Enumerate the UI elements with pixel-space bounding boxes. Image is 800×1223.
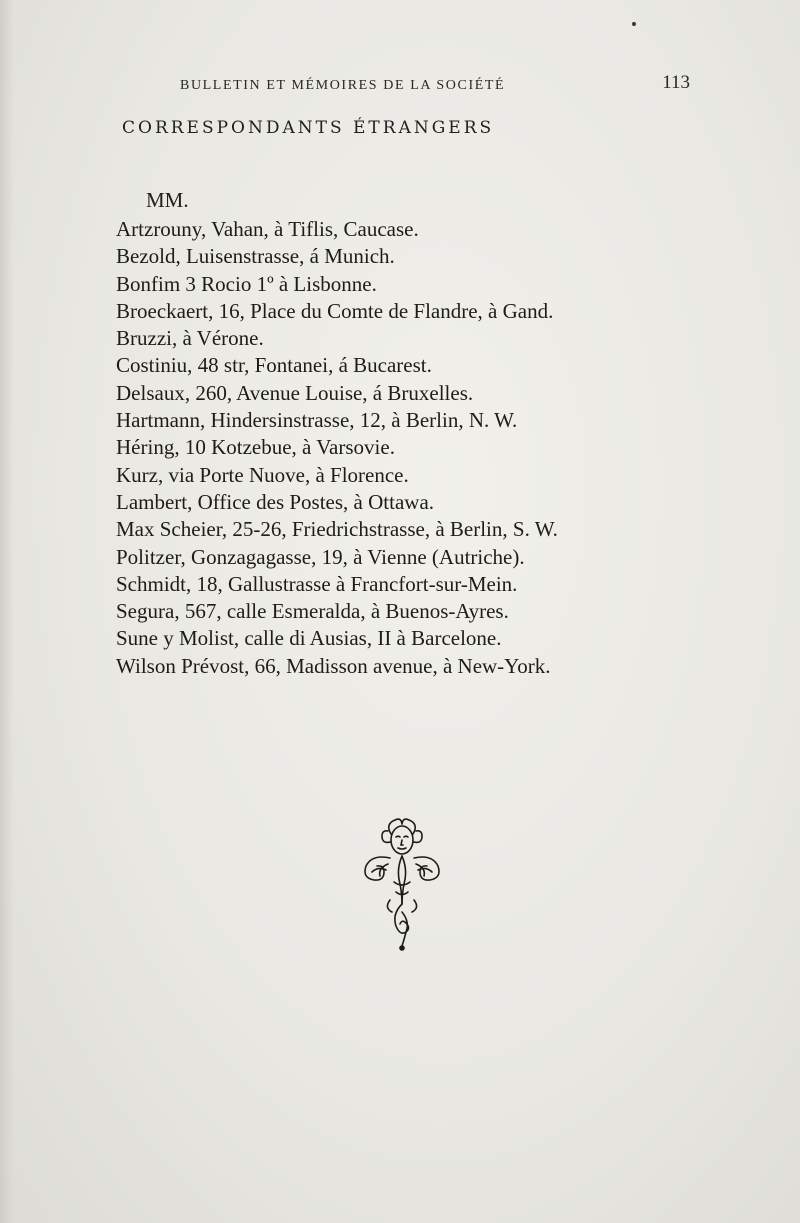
- list-item: Bruzzi, à Vérone.: [116, 326, 264, 351]
- list-item: Wilson Prévost, 66, Madisson avenue, à New-York.: [116, 653, 551, 678]
- list-item: Bezold, Luisenstrasse, á Munich.: [116, 244, 395, 269]
- running-title: BULLETIN ET MÉMOIRES DE LA SOCIÉTÉ: [180, 78, 506, 93]
- list-item: Schmidt, 18, Gallustrasse à Francfort-sur-Mein.: [116, 571, 518, 596]
- salutation: MM.: [146, 188, 189, 212]
- page-header: [180, 72, 700, 102]
- tailpiece-ornament-icon: [360, 812, 444, 952]
- section-title: CORRESPONDANTS ÉTRANGERS: [122, 118, 495, 138]
- list-item: Sune y Molist, calle di Ausias, II à Barcelone.: [116, 626, 502, 651]
- list-item: Politzer, Gonzagagasse, 19, à Vienne (Autriche).: [116, 544, 525, 569]
- list-item: Delsaux, 260, Avenue Louise, á Bruxelles.: [116, 380, 474, 405]
- list-item: Lambert, Office des Postes, à Ottawa.: [116, 489, 435, 514]
- list-item: Artzrouny, Vahan, à Tiflis, Caucase.: [116, 217, 419, 241]
- list-item: Max Scheier, 25-26, Friedrichstrasse, à Berlin, S. W.: [116, 517, 558, 542]
- page-edge-shadow: [0, 0, 14, 1223]
- correspondents-list: [116, 216, 676, 680]
- list-item: Costiniu, 48 str, Fontanei, á Bucarest.: [116, 353, 432, 378]
- list-item: Bonfim 3 Rocio 1º à Lisbonne.: [116, 271, 377, 296]
- list-item: Héring, 10 Kotzebue, à Varsovie.: [116, 435, 395, 460]
- ink-dot: [632, 22, 636, 26]
- list-item: Kurz, via Porte Nuove, à Florence.: [116, 462, 409, 487]
- list-item: Segura, 567, calle Esmeralda, à Buenos-Ayres.: [116, 599, 509, 624]
- list-item: Broeckaert, 16, Place du Comte de Flandre, à Gand.: [116, 298, 554, 323]
- page-number: 113: [662, 72, 690, 93]
- list-item: Hartmann, Hindersinstrasse, 12, à Berlin, N. W.: [116, 408, 518, 433]
